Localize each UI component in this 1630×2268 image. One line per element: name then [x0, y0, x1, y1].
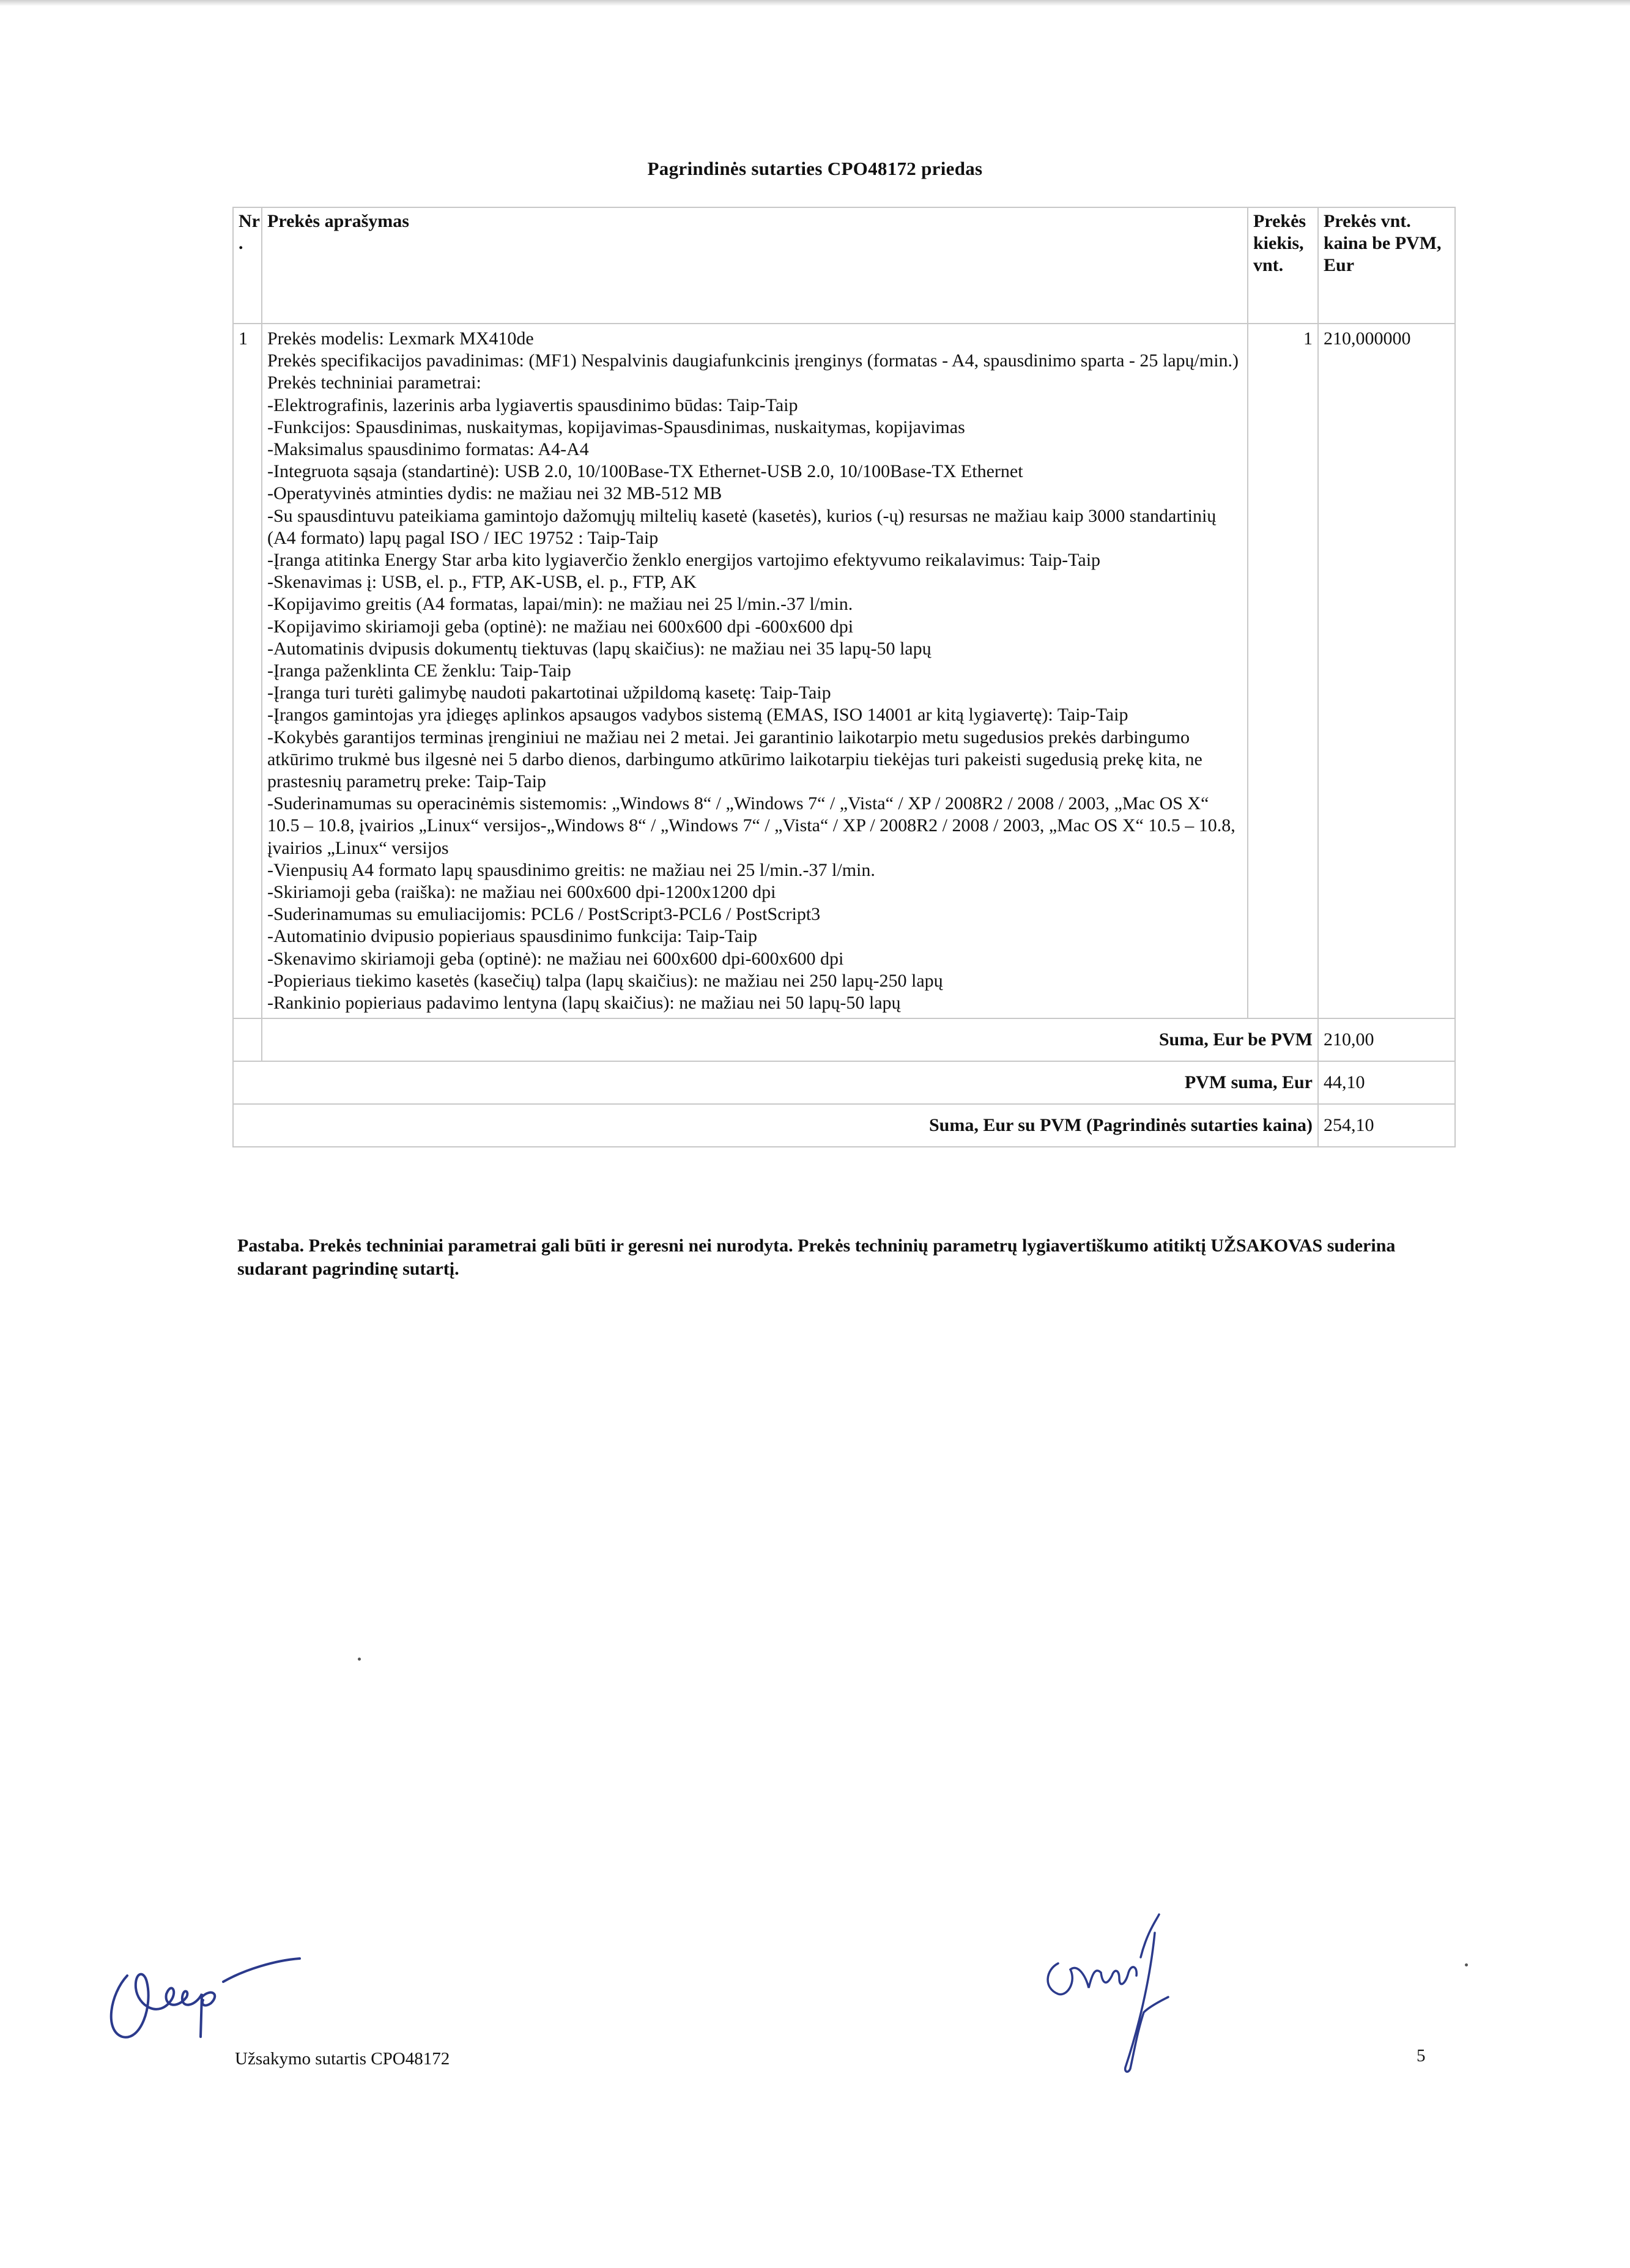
spec-line: -Elektrografinis, lazerinis arba lygiavertis spausdinimo būdas: Taip-Taip [267, 395, 798, 415]
spec-line: -Kokybės garantijos terminas įrenginiui ne mažiau nei 2 metai. Jei garantinio laikotarpio metu sugedusios prekės darbingumo atkūrimo trukmė bus ilgesnė nei 5 darbo dienos, darbingumo atkūrimo laikotarpiu tiekėjas turi pakeisti sugedusią prekę kita, ne prastesnių parametrų preke: Taip-Taip [267, 727, 1207, 792]
spec-line: -Automatinis dvipusis dokumentų tiektuvas (lapų skaičius): ne mažiau nei 35 lapų-50 lapų [267, 638, 932, 659]
spec-line: -Skiriamoji geba (raiška): ne mažiau nei 600x600 dpi-1200x1200 dpi [267, 882, 776, 903]
scan-edge [0, 0, 1630, 6]
spec-line: -Įranga paženklinta CE ženklu: Taip-Taip [267, 661, 571, 681]
spec-line: -Integruota sąsaja (standartinė): USB 2.0, 10/100Base-TX Ethernet-USB 2.0, 10/100Base-TX Ethernet [267, 461, 1023, 482]
spec-line: -Popieriaus tiekimo kasetės (kasečių) talpa (lapų skaičius): ne mažiau nei 250 lapų-250 lapų [267, 970, 943, 991]
header-nr: Nr . [233, 207, 262, 324]
header-quantity: Prekės kiekis, vnt. [1248, 207, 1318, 324]
item-nr: 1 [233, 324, 262, 1018]
total-row [233, 1104, 1455, 1147]
footer-contract: Užsakymo sutartis CPO48172 [235, 2049, 450, 2069]
spec-line: Prekės techniniai parametrai: [267, 372, 481, 393]
item-quantity: 1 [1248, 324, 1318, 1018]
spec-line: -Skenavimo skiriamoji geba (optinė): ne mažiau nei 600x600 dpi-600x600 dpi [267, 948, 844, 969]
spec-line: -Rankinio popieriaus padavimo lentyna (lapų skaičius): ne mažiau nei 50 lapų-50 lapų [267, 993, 901, 1014]
header-unit-price: Prekės vnt. kaina be PVM, Eur [1318, 207, 1455, 324]
spec-line: -Funkcijos: Spausdinimas, nuskaitymas, kopijavimas-Spausdinimas, nuskaitymas, kopijavimas [267, 417, 965, 437]
total-label-vat: PVM suma, Eur [233, 1061, 1318, 1104]
table-row [233, 324, 1455, 1018]
total-value-gross: 254,10 [1318, 1104, 1455, 1147]
total-label-net: Suma, Eur be PVM [262, 1018, 1318, 1061]
spec-line: -Suderinamumas su operacinėmis sistemomis: „Windows 8“ / „Windows 7“ / „Vista“ / XP / 2008R2 / 2008 / 2003, „Mac OS X“ 10.5 – 10.8, įvairios „Linux“ versijos-„Windows 8“ / „Windows 7“ / „Vista“ / XP / 2008R2 / 2008 / 2003, „Mac OS X“ 10.5 – 10.8, įvairios „Linux“ versijos [267, 793, 1240, 858]
spec-line: Prekės specifikacijos pavadinimas: (MF1) Nespalvinis daugiafunkcinis įrenginys (formatas - A4, spausdinimo sparta - 25 lapų/min.) [267, 350, 1239, 371]
item-description [262, 324, 1248, 1018]
page-number: 5 [1417, 2046, 1426, 2066]
scan-speck [1465, 1963, 1468, 1966]
total-row [233, 1061, 1455, 1104]
total-label-gross: Suma, Eur su PVM (Pagrindinės sutarties kaina) [233, 1104, 1318, 1147]
spec-line: -Įranga turi turėti galimybę naudoti pakartotinai užpildomą kasetę: Taip-Taip [267, 683, 831, 703]
total-spacer [233, 1018, 262, 1061]
spec-line: Prekės modelis: Lexmark MX410de [267, 328, 534, 349]
total-value-net: 210,00 [1318, 1018, 1455, 1061]
spec-line: -Kopijavimo greitis (A4 formatas, lapai/min): ne mažiau nei 25 l/min.-37 l/min. [267, 594, 853, 615]
spec-line: -Skenavimas į: USB, el. p., FTP, AK-USB, el. p., FTP, AK [267, 572, 697, 593]
header-description: Prekės aprašymas [262, 207, 1248, 324]
spec-line: -Automatinio dvipusio popieriaus spausdinimo funkcija: Taip-Taip [267, 926, 757, 947]
goods-table [232, 207, 1456, 1147]
table-header-row [233, 207, 1455, 324]
total-row [233, 1018, 1455, 1061]
spec-line: -Suderinamumas su emuliacijomis: PCL6 / PostScript3-PCL6 / PostScript3 [267, 904, 821, 925]
spec-line: -Įranga atitinka Energy Star arba kito lygiaverčio ženklo energijos vartojimo efektyvumo reikalavimus: Taip-Taip [267, 550, 1101, 571]
item-unit-price: 210,000000 [1318, 324, 1455, 1018]
right-signature [1034, 1908, 1217, 2095]
left-signature [98, 1939, 318, 2064]
spec-line: -Maksimalus spausdinimo formatas: A4-A4 [267, 439, 589, 460]
spec-line: -Operatyvinės atminties dydis: ne mažiau nei 32 MB-512 MB [267, 483, 722, 504]
scan-speck [358, 1658, 361, 1661]
spec-line: -Su spausdintuvu pateikiama gamintojo dažomųjų miltelių kasetė (kasetės), kurios (-ų) resursas ne mažiau kaip 3000 standartinių (A4 formato) lapų pagal ISO / IEC 19752 : Taip-Taip [267, 505, 1221, 548]
spec-line: -Vienpusių A4 formato lapų spausdinimo greitis: ne mažiau nei 25 l/min.-37 l/min. [267, 859, 875, 880]
document-title: Pagrindinės sutarties CPO48172 priedas [647, 158, 983, 179]
total-value-vat: 44,10 [1318, 1061, 1455, 1104]
spec-line: -Įrangos gamintojas yra įdiegęs aplinkos apsaugos vadybos sistemą (EMAS, ISO 14001 ar kitą lygiavertę): Taip-Taip [267, 705, 1128, 725]
spec-line: -Kopijavimo skiriamoji geba (optinė): ne mažiau nei 600x600 dpi -600x600 dpi [267, 616, 854, 637]
note-paragraph: Pastaba. Prekės techniniai parametrai gali būti ir geresni nei nurodyta. Prekės techninių parametrų lygiavertiškumo atitiktį UŽSAKOVAS suderina sudarant pagrindinę sutartį. [237, 1236, 1396, 1279]
